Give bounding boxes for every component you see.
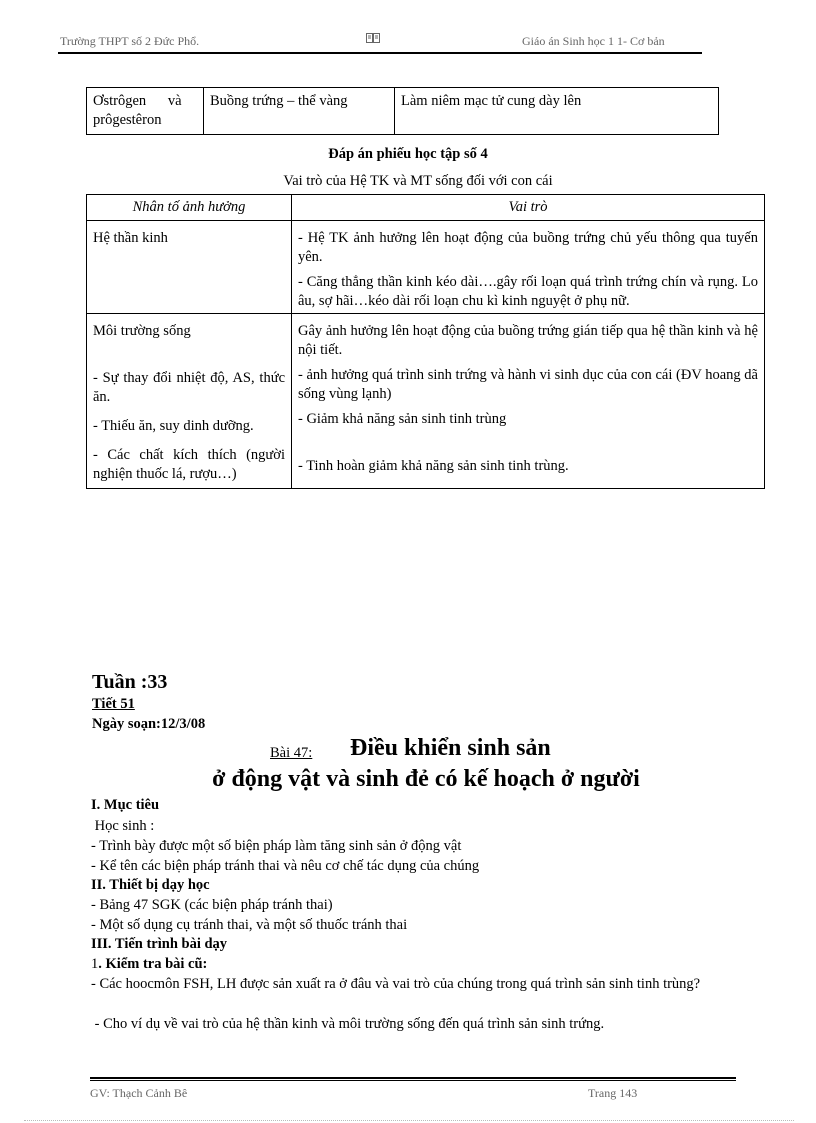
role-env-3: - Tinh hoàn giảm khả năng sản sinh tinh trùng. bbox=[298, 458, 569, 474]
header-school: Trường THPT số 2 Đức Phổ. bbox=[60, 34, 200, 48]
factor-nervous: Hệ thần kinh bbox=[87, 221, 292, 314]
factor-environment bbox=[87, 314, 292, 489]
table-row bbox=[87, 314, 765, 489]
factor-env-3: - Các chất kích thích (người nghiện thuốc lá, rượu…) bbox=[93, 447, 285, 482]
factor-table bbox=[86, 194, 765, 489]
role-cell: Làm niêm mạc tử cung dày lên bbox=[395, 88, 719, 135]
footer-teacher: GV: Thạch Cảnh Bê bbox=[90, 1086, 188, 1100]
header-factor: Nhân tố ảnh hưởng bbox=[87, 195, 292, 221]
hormone-table bbox=[86, 87, 719, 135]
objective-2: - Kể tên các biện pháp tránh thai và nêu cơ chế tác dụng của chúng bbox=[91, 858, 480, 874]
objective-1: - Trình bày được một số biện pháp làm tăng sinh sản ở động vật bbox=[91, 838, 462, 854]
section-equipment: II. Thiết bị dạy học bbox=[91, 877, 210, 893]
footer-rule bbox=[90, 1077, 736, 1079]
role-nervous-2: - Căng thẳng thần kinh kéo dài….gây rối loạn quá trình trứng chín và rụng. Lo âu, sợ hãi…kéo dài rối loạn chu kì kinh nguyệt ở phụ nữ. bbox=[298, 274, 758, 309]
week-label: Tuần :33 bbox=[92, 671, 168, 693]
role-env-1: - ảnh hưởng quá trình sinh trứng và hành vi sinh dục của con cái (ĐV hoang dã sống vùng lạnh) bbox=[298, 367, 758, 402]
section-procedure: III. Tiến trình bài dạy bbox=[91, 936, 228, 952]
hormone-name-1: Ơstrôgen và bbox=[93, 93, 182, 109]
period-label: Tiết 51 bbox=[92, 696, 135, 712]
role-environment bbox=[292, 314, 765, 489]
table-row bbox=[87, 88, 719, 135]
factor-env-2: - Thiếu ăn, suy dinh dưỡng. bbox=[93, 418, 254, 434]
review-question-2: - Cho ví dụ về vai trò của hệ thần kinh và môi trường sống đến quá trình sản sinh trứng. bbox=[91, 1016, 605, 1032]
lesson-title-1: Điều khiển sinh sản bbox=[350, 735, 551, 761]
header-role: Vai trò bbox=[292, 195, 765, 221]
book-icon bbox=[366, 32, 380, 44]
answer-title: Đáp án phiếu học tập số 4 bbox=[328, 146, 488, 162]
role-nervous-1: - Hệ TK ảnh hưởng lên hoạt động của buồng trứng chủ yếu thông qua tuyến yên. bbox=[298, 230, 758, 265]
role-nervous bbox=[292, 221, 765, 314]
equipment-1: - Bảng 47 SGK (các biện pháp tránh thai) bbox=[91, 897, 333, 913]
footer-page: Trang 143 bbox=[588, 1086, 638, 1100]
answer-subtitle: Vai trò của Hệ TK và MT sống đối với con cái bbox=[283, 173, 553, 189]
role-env-2: - Giảm khả năng sản sinh tinh trùng bbox=[298, 411, 507, 427]
table-header-row bbox=[87, 195, 765, 221]
hormone-cell bbox=[87, 88, 204, 135]
header-rule bbox=[58, 52, 702, 54]
hormone-name-2: prôgestêron bbox=[93, 112, 162, 128]
section-objectives: I. Mục tiêu bbox=[91, 797, 160, 813]
lesson-title-2: ở động vật và sinh đẻ có kế hoạch ở người bbox=[212, 766, 640, 792]
subsection-number: 1 bbox=[91, 956, 99, 972]
page-bottom-border bbox=[24, 1120, 794, 1121]
review-question-1: - Các hoocmôn FSH, LH được sản xuất ra ở đâu và vai trò của chúng trong quá trình sản sinh tinh trùng? bbox=[91, 976, 701, 992]
factor-env-title: Môi trường sống bbox=[93, 323, 191, 339]
factor-env-1: - Sự thay đổi nhiệt độ, AS, thức ăn. bbox=[93, 370, 285, 405]
header-subject: Giáo án Sinh học 1 1- Cơ bản bbox=[522, 34, 665, 48]
objectives-students: Học sinh : bbox=[91, 818, 155, 834]
date-label: Ngày soạn:12/3/08 bbox=[92, 716, 206, 732]
organ-cell: Buồng trứng – thể vàng bbox=[204, 88, 395, 135]
footer-rule-thin bbox=[90, 1080, 736, 1081]
table-row bbox=[87, 221, 765, 314]
role-env-0: Gây ảnh hưởng lên hoạt động của buồng trứng gián tiếp qua hệ thần kinh và hệ nội tiết. bbox=[298, 323, 758, 358]
subsection-title: . Kiểm tra bài cũ: bbox=[98, 956, 208, 972]
equipment-2: - Một số dụng cụ tránh thai, và một số thuốc tránh thai bbox=[91, 917, 408, 933]
lesson-number: Bài 47: bbox=[270, 745, 313, 761]
subsection-review bbox=[91, 955, 207, 974]
